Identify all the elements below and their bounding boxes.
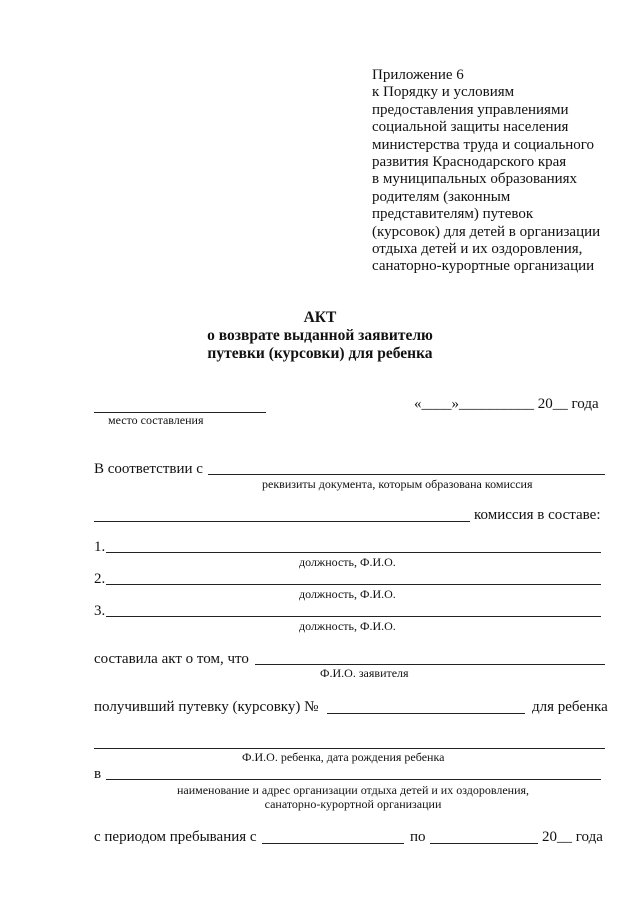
organization-caption: наименование и адрес организации отдыха детей и их оздоровления, [176, 783, 530, 797]
to-label: по [410, 829, 426, 845]
voucher-number-field[interactable] [327, 713, 525, 714]
appendix-note [372, 67, 600, 276]
member-caption: должность, Ф.И.О. [299, 587, 396, 601]
received-label: получивший путевку (курсовку) № [94, 699, 319, 715]
appendix-line: (курсовок) для детей в организации [372, 223, 601, 240]
in-label: в [94, 766, 102, 782]
appendix-line: к Порядку и условиям [372, 84, 515, 101]
member-number: 3. [94, 603, 106, 619]
child-caption: Ф.И.О. ребенка, дата рождения ребенка [242, 750, 445, 764]
period-year: 20__ года [542, 829, 603, 845]
member-3-field[interactable] [106, 616, 601, 617]
period-from-field[interactable] [262, 843, 404, 844]
commission-label: комиссия в составе: [474, 507, 601, 523]
organization-caption-2: санаторно-курортной организации [264, 797, 442, 811]
period-to-field[interactable] [430, 843, 538, 844]
member-number: 2. [94, 571, 106, 587]
member-number: 1. [94, 539, 106, 555]
applicant-field[interactable] [255, 664, 605, 665]
for-child-label: для ребенка [532, 699, 608, 715]
drew-up-label: составила акт о том, что [94, 651, 249, 667]
basis-label: В соответствии с [94, 461, 203, 477]
appendix-line: отдыха детей и их оздоровления, [372, 241, 583, 258]
basis-field[interactable] [208, 474, 605, 475]
appendix-line: в муниципальных образованиях [372, 171, 578, 188]
member-1-field[interactable] [106, 552, 601, 553]
appendix-line: родителям (законным [372, 188, 511, 205]
document-title: АКТ [303, 309, 337, 326]
place-caption: место составления [108, 413, 204, 427]
appendix-line: предоставления управлениями [372, 101, 569, 118]
commission-field[interactable] [94, 521, 470, 522]
appendix-line: Приложение 6 [372, 67, 464, 83]
member-caption: должность, Ф.И.О. [299, 555, 396, 569]
applicant-caption: Ф.И.О. заявителя [320, 666, 409, 680]
appendix-line: социальной защиты населения [372, 119, 569, 136]
appendix-line: представителям) путевок [372, 206, 534, 223]
member-2-field[interactable] [106, 584, 601, 585]
document-subtitle-2: путевки (курсовки) для ребенка [207, 345, 433, 362]
date-field[interactable]: «____»__________ 20__ года [414, 396, 599, 412]
member-caption: должность, Ф.И.О. [299, 619, 396, 633]
appendix-line: санаторно-курортные организации [372, 258, 595, 275]
basis-caption: реквизиты документа, которым образована комиссия [262, 477, 533, 491]
appendix-line: министерства труда и социального [372, 136, 594, 153]
document-subtitle: о возврате выданной заявителю [207, 327, 433, 344]
appendix-line: развития Краснодарского края [372, 154, 567, 171]
organization-field[interactable] [106, 779, 601, 780]
child-field[interactable] [94, 748, 605, 749]
period-label: с периодом пребывания с [94, 829, 257, 845]
